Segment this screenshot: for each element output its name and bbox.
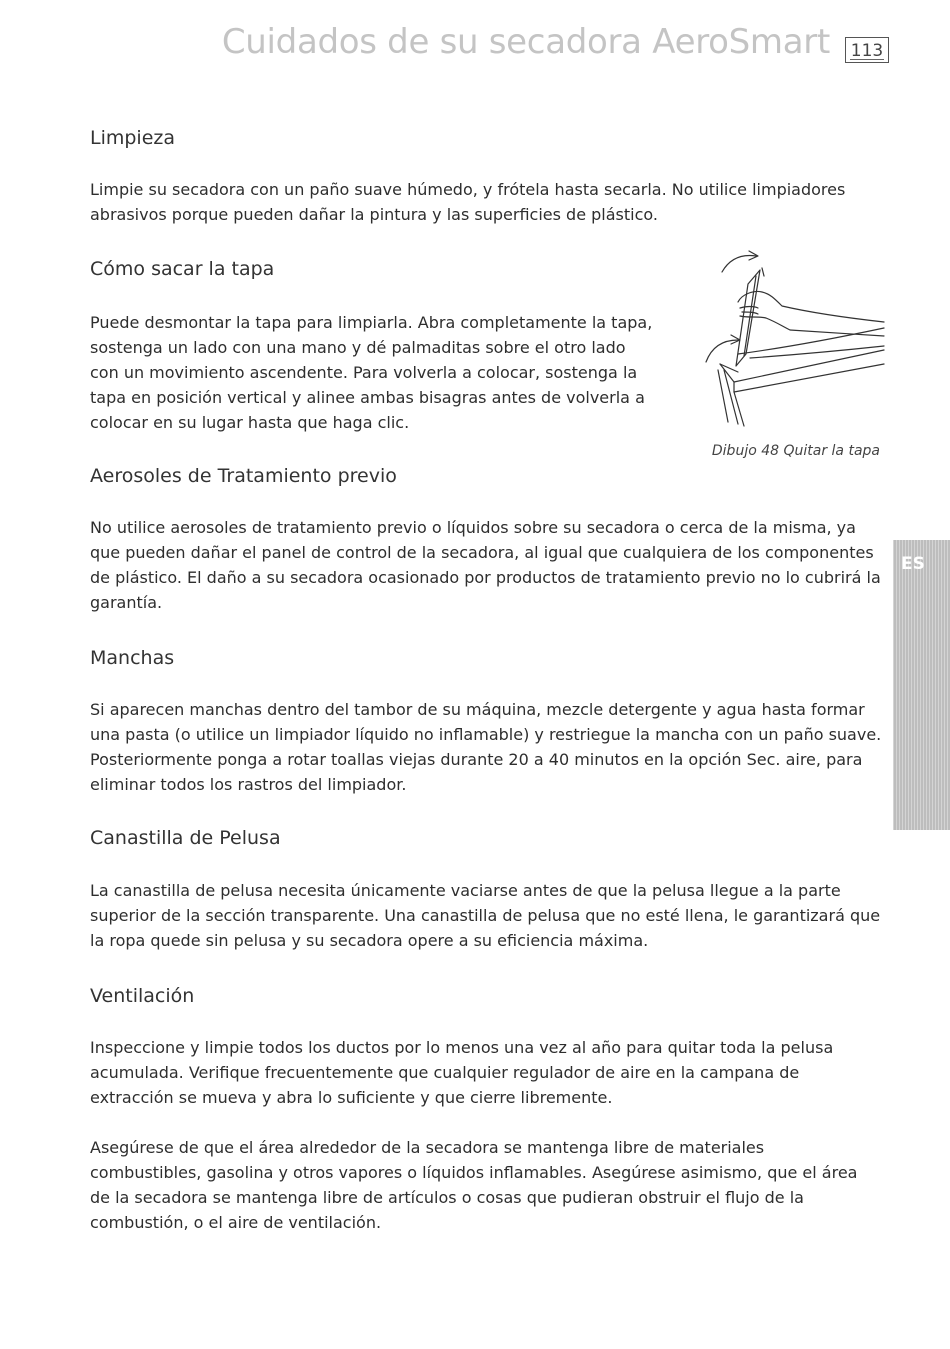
language-tab (893, 540, 950, 830)
paragraph-limpieza: Limpie su secadora con un paño suave húmedo, y frótela hasta secarla. No utilice limpiadores abrasivos porque pueden dañar la pintura y las superficies de plástico. (90, 180, 846, 224)
paragraph-ventilacion-2: Asegúrese de que el área alrededor de la secadora se mantenga libre de materiales combustibles, gasolina y otros vapores o líquidos inflamables. Asegúrese asimismo, que el área de la secadora se mantenga libre de artículos o cosas que pudieran obstruir el flujo de la combustión, o el aire de ventilación. (90, 1138, 858, 1232)
heading-aerosoles: Aerosoles de Tratamiento previo (90, 465, 397, 487)
page-number: 113 (845, 37, 889, 63)
heading-ventilacion: Ventilación (90, 985, 195, 1007)
paragraph-ventilacion-1: Inspeccione y limpie todos los ductos por lo menos una vez al año para quitar toda la pelusa acumulada. Verifique frecuentemente que cualquier regulador de aire en la campana de extracción se mueva y abra lo suficiente y que cierre libremente. (90, 1038, 834, 1107)
heading-manchas: Manchas (90, 647, 175, 669)
figure-caption: Dibujo 48 Quitar la tapa (711, 443, 880, 459)
paragraph-manchas: Si aparecen manchas dentro del tambor de su máquina, mezcle detergente y agua hasta formar una pasta (o utilice un limpiador líquido no inflamable) y restriegue la mancha con un paño suave. Posteriormente ponga a rotar toallas viejas durante 20 a 40 minutos en la opción Sec. aire, para eliminar todos los rastros del limpiador. (90, 700, 882, 794)
heading-canastilla: Canastilla de Pelusa (90, 827, 281, 849)
remove-lid-illustration (698, 246, 888, 436)
paragraph-como-sacar-la-tapa: Puede desmontar la tapa para limpiarla. Abra completamente la tapa, sostenga un lado con una mano y dé palmaditas sobre el otro lado con un movimiento ascendente. Para volverla a colocar, sostenga la tapa en posición vertical y alinee ambas bisagras antes de volverla a colocar en su lugar hasta que haga clic. (90, 313, 653, 432)
heading-como-sacar-la-tapa: Cómo sacar la tapa (90, 258, 275, 280)
paragraph-aerosoles: No utilice aerosoles de tratamiento previo o líquidos sobre su secadora o cerca de la misma, ya que pueden dañar el panel de control de la secadora, al igual que cualquiera de los componentes de plástico. El daño a su secadora ocasionado por productos de tratamiento previo no lo cubrirá la garantía. (90, 518, 881, 612)
language-tab-label: ES (901, 554, 925, 574)
page-title: Cuidados de su secadora AeroSmart (221, 22, 830, 62)
paragraph-canastilla: La canastilla de pelusa necesita únicamente vaciarse antes de que la pelusa llegue a la parte superior de la sección transparente. Una canastilla de pelusa que no esté llena, le garantizará que la ropa quede sin pelusa y su secadora opere a su eficiencia máxima. (90, 881, 881, 950)
heading-limpieza: Limpieza (90, 127, 176, 149)
